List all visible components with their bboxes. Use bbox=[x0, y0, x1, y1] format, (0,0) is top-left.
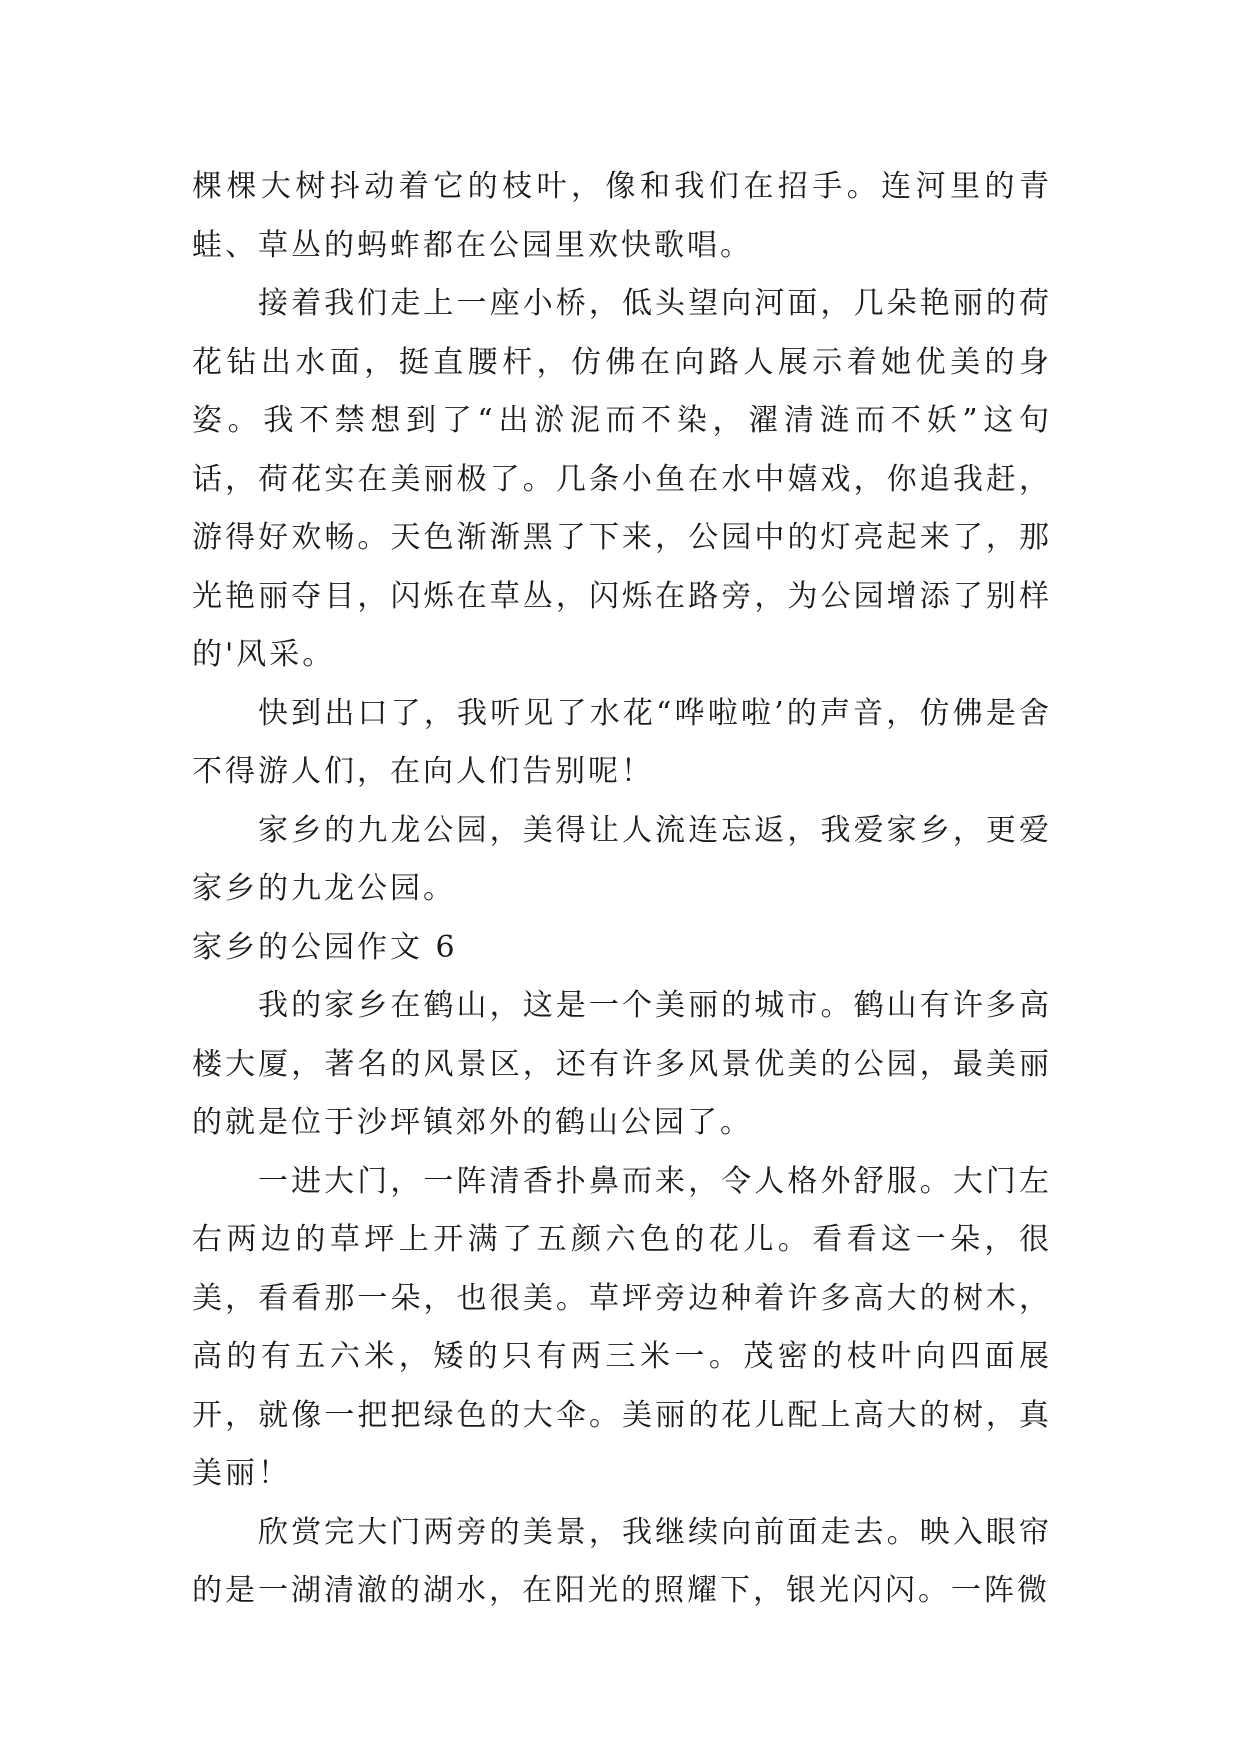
paragraph-2: 接着我们走上一座小桥，低头望向河面，几朵艳丽的荷花钻出水面，挺直腰杆，仿佛在向路人展示着她优美的身姿。我不禁想到了“出淤泥而不染，濯清涟而不妖”这句话，荷花实在美丽极了。几条小鱼在水中嬉戏，你追我赶，游得好欢畅。天色渐渐黑了下来，公园中的灯亮起来了，那光艳丽夺目，闪烁在草丛，闪烁在路旁，为公园增添了别样的'风采。 bbox=[192, 286, 1052, 672]
paragraph-3: 快到出口了，我听见了水花“哗啦啦’的声音，仿佛是舍不得游人们，在向人们告别呢！ bbox=[192, 695, 1052, 789]
section-heading: 家乡的公园作文 6 bbox=[192, 929, 458, 965]
paragraph-4: 家乡的九龙公园，美得让人流连忘返，我爱家乡，更爱家乡的九龙公园。 bbox=[192, 812, 1052, 906]
paragraph-6: 一进大门，一阵清香扑鼻而来，令人格外舒服。大门左右两边的草坪上开满了五颜六色的花儿。看看这一朵，很美，看看那一朵，也很美。草坪旁边种着许多高大的树木，高的有五六米，矮的只有两三米一。茂密的枝叶向四面展开，就像一把把绿色的大伞。美丽的花儿配上高大的树，真美丽！ bbox=[192, 1163, 1052, 1491]
paragraph-7: 欣赏完大门两旁的美景，我继续向前面走去。映入眼帘的是一湖清澈的湖水，在阳光的照耀下，银光闪闪。一阵微 bbox=[192, 1514, 1052, 1608]
paragraph-1: 棵棵大树抖动着它的枝叶，像和我们在招手。连河里的青蛙、草丛的蚂蚱都在公园里欢快歌唱。 bbox=[192, 169, 1052, 263]
paragraph-5: 我的家乡在鹤山，这是一个美丽的城市。鹤山有许多高楼大厦，著名的风景区，还有许多风景优美的公园，最美丽的就是位于沙坪镇郊外的鹤山公园了。 bbox=[192, 988, 1052, 1140]
document-body bbox=[192, 158, 1052, 1621]
